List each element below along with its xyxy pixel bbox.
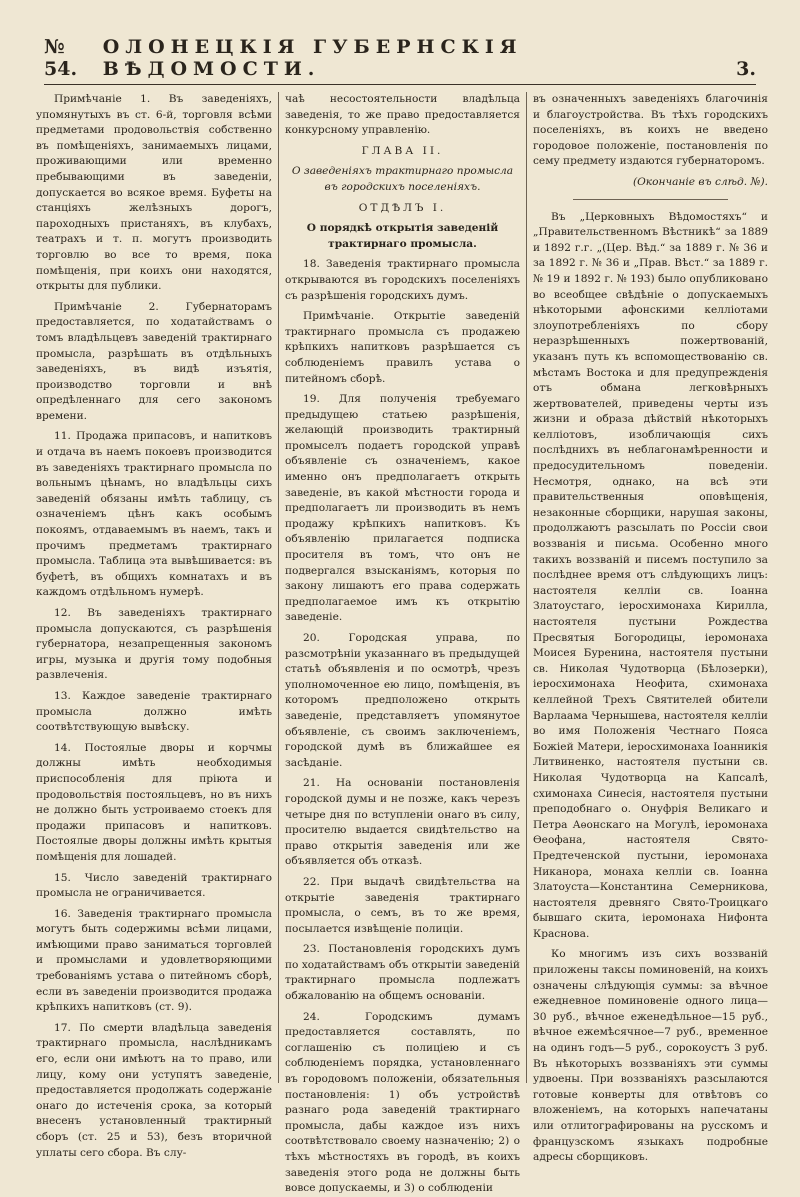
paragraph: 15. Число заведеній трактирнаго промысла не ограничивается. — [36, 871, 272, 900]
page-number: 3. — [736, 58, 756, 80]
masthead — [44, 36, 756, 85]
section-heading: ОТДѢЛЪ I. — [358, 201, 447, 214]
paragraph: 11. Продажа припасовъ, и напитковъ и отдача въ наемъ покоевъ производится въ заведеніяхъ трактирнаго промысла по вольнымъ цѣнамъ, но владѣльцы сихъ заведеній обязаны имѣть таблицу, съ означеніемъ цѣнъ какъ особымъ покоямъ, отдаваемымъ въ наемъ, такъ и прочимъ предметамъ трактирнаго промысла. Таблица эта вывѣшивается: въ буфетѣ, въ общихъ комнатахъ и въ каждомъ отдѣльномъ нумерѣ. — [36, 430, 272, 599]
paragraph: Примѣчаніе 1. Въ заведеніяхъ, упомянутыхъ въ ст. 6-й, торговля всѣми предметами продовольствія собственно въ помѣщеніяхъ, занимаемыхъ лицами, проживающими или временно пребывающими въ заведеніи, допускается во всякое время. Буфеты на станціяхъ желѣзныхъ дорогъ, пароходныхъ пристаняхъ, въ клубахъ, театрахъ и т. п. могутъ производить торговлю во все то время, пока помѣщенія, при коихъ они находятся, открыты для публики. — [36, 93, 272, 293]
paragraph: 22. При выдачѣ свидѣтельства на открытіе заведенія трактирнаго промысла, о семъ, въ то же время, посылается извѣщеніе полиціи. — [285, 875, 520, 935]
paragraph: 19. Для полученія требуемаго предыдущею статьею разрѣшенія, желающій производить трактирный промыселъ подаетъ городской управѣ объявленіе съ означеніемъ, какое именно онъ предполагаетъ открыть заведеніе, въ какой мѣстности города и предполагаетъ ли производить въ немъ продажу крѣпкихъ напитковъ. Къ объявленію прилагается подписка просителя въ томъ, что онъ не подвергался взысканіямъ, которыя по закону лишаютъ его права содержать предполагаемое имъ къ открытію заведеніе. — [285, 393, 520, 624]
paragraph: 17. По смерти владѣльца заведенія трактирнаго промысла, наслѣдникамъ его, если они имѣютъ на то право, или лицу, кому они уступятъ заведеніе, предоставляется продолжать содержаніе онаго до истеченія срока, за который внесенъ установленный трактирный сборъ (ст. 25 и 53), безъ вторичной уплаты сего сбора. Въ слу- — [36, 1021, 272, 1159]
section-divider — [573, 199, 728, 200]
paragraph: Примѣчаніе 2. Губернаторамъ предоставляется, по ходатайствамъ о томъ владѣльцевъ заведеній трактирнаго промысла, разрѣшать въ отдѣльныхъ заведеніяхъ, въ видѣ изъятія, производство торговли и внѣ опредѣленнаго для сего закономъ времени. — [36, 300, 272, 422]
paragraph: 24. Городскимъ думамъ предоставляется составлять, по соглашенію съ полиціею и съ соблюденіемъ порядка, установленнаго въ городовомъ положеніи, обязательныя постановленія: 1) объ устройствѣ разнаго рода заведеній трактирнаго промысла, дабы каждое изъ нихъ соотвѣтствовало своему назначенію; 2) о тѣхъ мѣстностяхъ въ городѣ, въ коихъ заведенія этого рода не должны быть вовсе допускаемы, и 3) о соблюденіи — [285, 1010, 520, 1195]
column-2 — [278, 92, 526, 1195]
paragraph: 13. Каждое заведеніе трактирнаго промысла должно имѣть соотвѣтствующую вывѣску. — [36, 689, 272, 734]
chapter-subtitle: О заведеніяхъ трактирнаго промысла въ городскихъ поселеніяхъ. — [291, 165, 514, 193]
paragraph: Въ „Церковныхъ Вѣдомостяхъ“ и „Правительственномъ Вѣстникѣ“ за 1889 и 1892 г.г. „(Цер. Вѣд.“ за 1889 г. № 36 и за 1892 г. № 36 и „Прав. Вѣст.“ за 1889 г. № 19 и 1892 г. № 193) было опубликовано во всеобщее свѣдѣніе о допускаемыхъ нѣкоторыми афонскими келліотами злоупотребленіяхъ по сбору неразрѣшенныхъ пожертвованій, указанъ путь къ вспомоществованію св. мѣстамъ Востока и для предупрежденія отъ обмана легковѣрныхъ жертвователей, приведены черты изъ жизни и образа дѣйствій нѣкоторыхъ келліотовъ, изобличающія сихъ послѣднихъ въ неблагонамѣренности и предосудительномъ поведеніи. Несмотря, однако, на всѣ эти правительственныя оповѣщенія, незаконные сборщики, нарушая законы, продолжаютъ разсылать по Россіи свои воззванія и письма. Особенно много такихъ воззваній и писемъ поступило за послѣднее время отъ слѣдующихъ лицъ: настоятеля келліи св. Іоанна Златоустаго, іеросхимонаха Кирилла, настоятеля пустыни Рождества Пресвятыя Богородицы, іеромонаха Моисея Буренина, настоятеля пустыни св. Николая Чудотворца (Бѣлозерки), іеросхимонаха Неофита, схимонаха келлейной Трехъ Святителей обители Варлаама Чернышева, настоятеля келліи во имя Положенія Честнаго Пояса Божіей Матери, іеросхимонаха Іоанникія Литвиненко, настоятеля пустыни св. Николая Чудотворца на Капсалѣ, схимонаха Синесія, настоятеля пустыни преподобнаго о. Онуфрія Великаго и Петра Аѳонскаго на Могулѣ, іеромонаха Ѳеофана, настоятеля Свято-Предтеченской пустыни, іеромонаха Никанора, монаха келліи св. Іоанна Златоуста—Константина Семерникова, настоятеля древняго Свято-Троицкаго бывшаго скита, іеромонаха Нифонта Краснова. — [533, 210, 768, 940]
paragraph: 18. Заведенія трактирнаго промысла открываются въ городскихъ поселеніяхъ съ разрѣшенія городскихъ думъ. — [285, 258, 520, 302]
paragraph: 14. Постоялые дворы и корчмы должны имѣть необходимыя приспособленія для пріюта и продовольствія постояльцевъ, но въ нихъ не должно быть устроиваемо стоекъ для продажи припасовъ и напитковъ. Постоялые дворы должны имѣть крытыя помѣщенія для лошадей. — [36, 741, 272, 863]
paragraph: чаѣ несостоятельности владѣльца заведенія, то же право предоставляется конкурсному управленію. — [285, 93, 520, 137]
text-columns — [30, 92, 774, 1195]
continued-note: (Окончаніе въ слѣд. №). — [632, 175, 768, 188]
paragraph: Ко многимъ изъ сихъ воззваній приложены таксы поминовеній, на коихъ означены слѣдующія суммы: за вѣчное ежедневное поминовеніе одного лица—30 руб., вѣчное еженедѣльное—15 руб., вѣчное ежемѣсячное—7 руб., временное на одинъ годъ—5 руб., сорокоустъ 3 руб. Въ нѣкоторыхъ воззваніяхъ эти суммы удвоены. При воззваніяхъ разсылаются готовые конверты для отвѣтовъ со вложеніемъ, на которыхъ напечатаны или отлитографированы на русскомъ и французскомъ языкахъ подробные адресы сборщиковъ. — [533, 948, 768, 1164]
paragraph: Примѣчаніе. Открытіе заведеній трактирнаго промысла съ продажею крѣпкихъ напитковъ разрѣшается съ соблюденіемъ правилъ устава о питейномъ сборѣ. — [285, 310, 520, 385]
chapter-heading: ГЛАВА II. — [361, 144, 444, 157]
column-3 — [526, 92, 774, 1164]
section-title: О порядкѣ открытія заведеній трактирнаго промысла. — [306, 222, 499, 250]
column-1 — [30, 92, 278, 1159]
paragraph: 12. Въ заведеніяхъ трактирнаго промысла допускаются, съ разрѣшенія губернатора, незапрещенныя закономъ игры, музыка и другія тому подобныя развлеченія. — [36, 607, 272, 682]
paragraph: 20. Городская управа, по разсмотрѣніи указаннаго въ предыдущей статьѣ объявленія и по осмотрѣ, чрезъ уполномоченное ею лицо, помѣщенія, въ которомъ предположено открыть заведеніе, представляетъ упомянутое объявленіе, съ своимъ заключеніемъ, городской думѣ въ ближайшее ея засѣданіе. — [285, 632, 520, 769]
paragraph: 23. Постановленія городскихъ думъ по ходатайствамъ объ открытіи заведеній трактирнаго промысла подлежатъ обжалованію на общемъ основаніи. — [285, 943, 520, 1003]
paragraph: въ означенныхъ заведеніяхъ благочинія и благоустройства. Въ тѣхъ городскихъ поселеніяхъ, въ коихъ не введено городовое положеніе, постановленія по сему предмету издаются губернаторомъ. — [533, 93, 768, 168]
paragraph: 21. На основаніи постановленія городской думы и не позже, какъ черезъ четыре дня по вступленіи онаго въ силу, просителю выдается свидѣтельство на право открытія заведенія или же объявляется объ отказѣ. — [285, 777, 520, 868]
newspaper-title: ОЛОНЕЦКІЯ ГУБЕРНСКІЯ ВѢДОМОСТИ. — [102, 36, 523, 80]
paragraph: 16. Заведенія трактирнаго промысла могутъ быть содержимы всѣми лицами, имѣющими право заниматься торговлей и промыслами и удовлетворяющими требованіямъ устава о питейномъ сборѣ, если въ заведеніи производится продажа крѣпкихъ напитковъ (ст. 9). — [36, 907, 272, 1014]
issue-number: № 54. — [44, 36, 78, 80]
